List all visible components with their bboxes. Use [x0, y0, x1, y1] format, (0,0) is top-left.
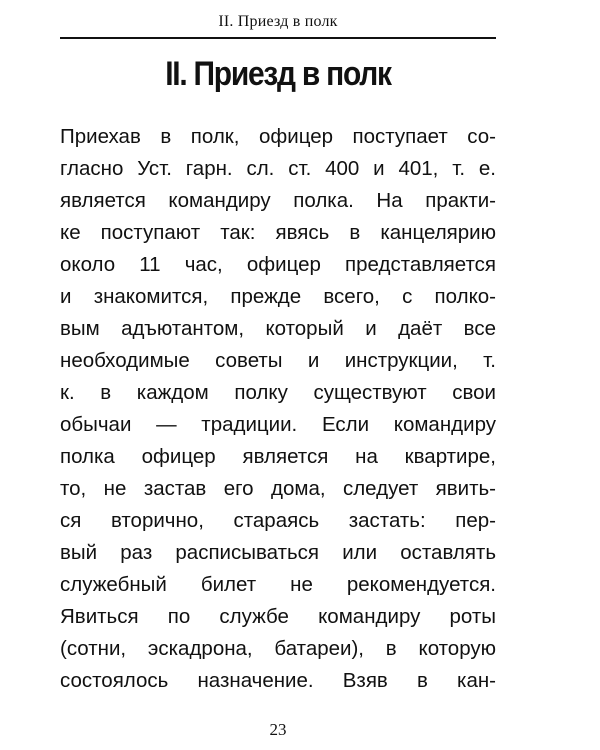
body-line: служебный билет не рекомендуется.: [60, 573, 496, 596]
body-line: то, не застав его дома, следует явить-: [60, 477, 496, 500]
body-line: к. в каждом полку существуют свои: [60, 381, 496, 404]
body-line: вым адъютантом, который и даёт все: [60, 317, 496, 340]
body-line: является командиру полка. На практи-: [60, 189, 496, 212]
body-line: обычаи — традиции. Если командиру: [60, 413, 496, 436]
body-line: ке поступают так: явясь в канцелярию: [60, 221, 496, 244]
body-line: около 11 час, офицер представляется: [60, 253, 496, 276]
body-line: полка офицер является на квартире,: [60, 445, 496, 468]
header-rule: [60, 37, 496, 39]
body-line: Явиться по службе командиру роты: [60, 605, 496, 628]
body-text: [60, 121, 496, 697]
page-number: 23: [269, 720, 287, 739]
body-line: (сотни, эскадрона, батареи), в которую: [60, 637, 496, 660]
chapter-title: II. Приезд в полк: [165, 55, 391, 93]
body-line: вый раз расписываться или оставлять: [60, 541, 496, 564]
body-line: и знакомится, прежде всего, с полко-: [60, 285, 496, 308]
body-line: необходимые советы и инструкции, т.: [60, 349, 496, 372]
body-line: ся вторично, стараясь застать: пер-: [60, 509, 496, 532]
body-line: Приехав в полк, офицер поступает со-: [60, 125, 496, 148]
body-line: гласно Уст. гарн. сл. ст. 400 и 401, т. е.: [60, 157, 496, 180]
body-line: состоялось назначение. Взяв в кан-: [60, 669, 496, 692]
running-head: II. Приезд в полк: [218, 13, 338, 30]
